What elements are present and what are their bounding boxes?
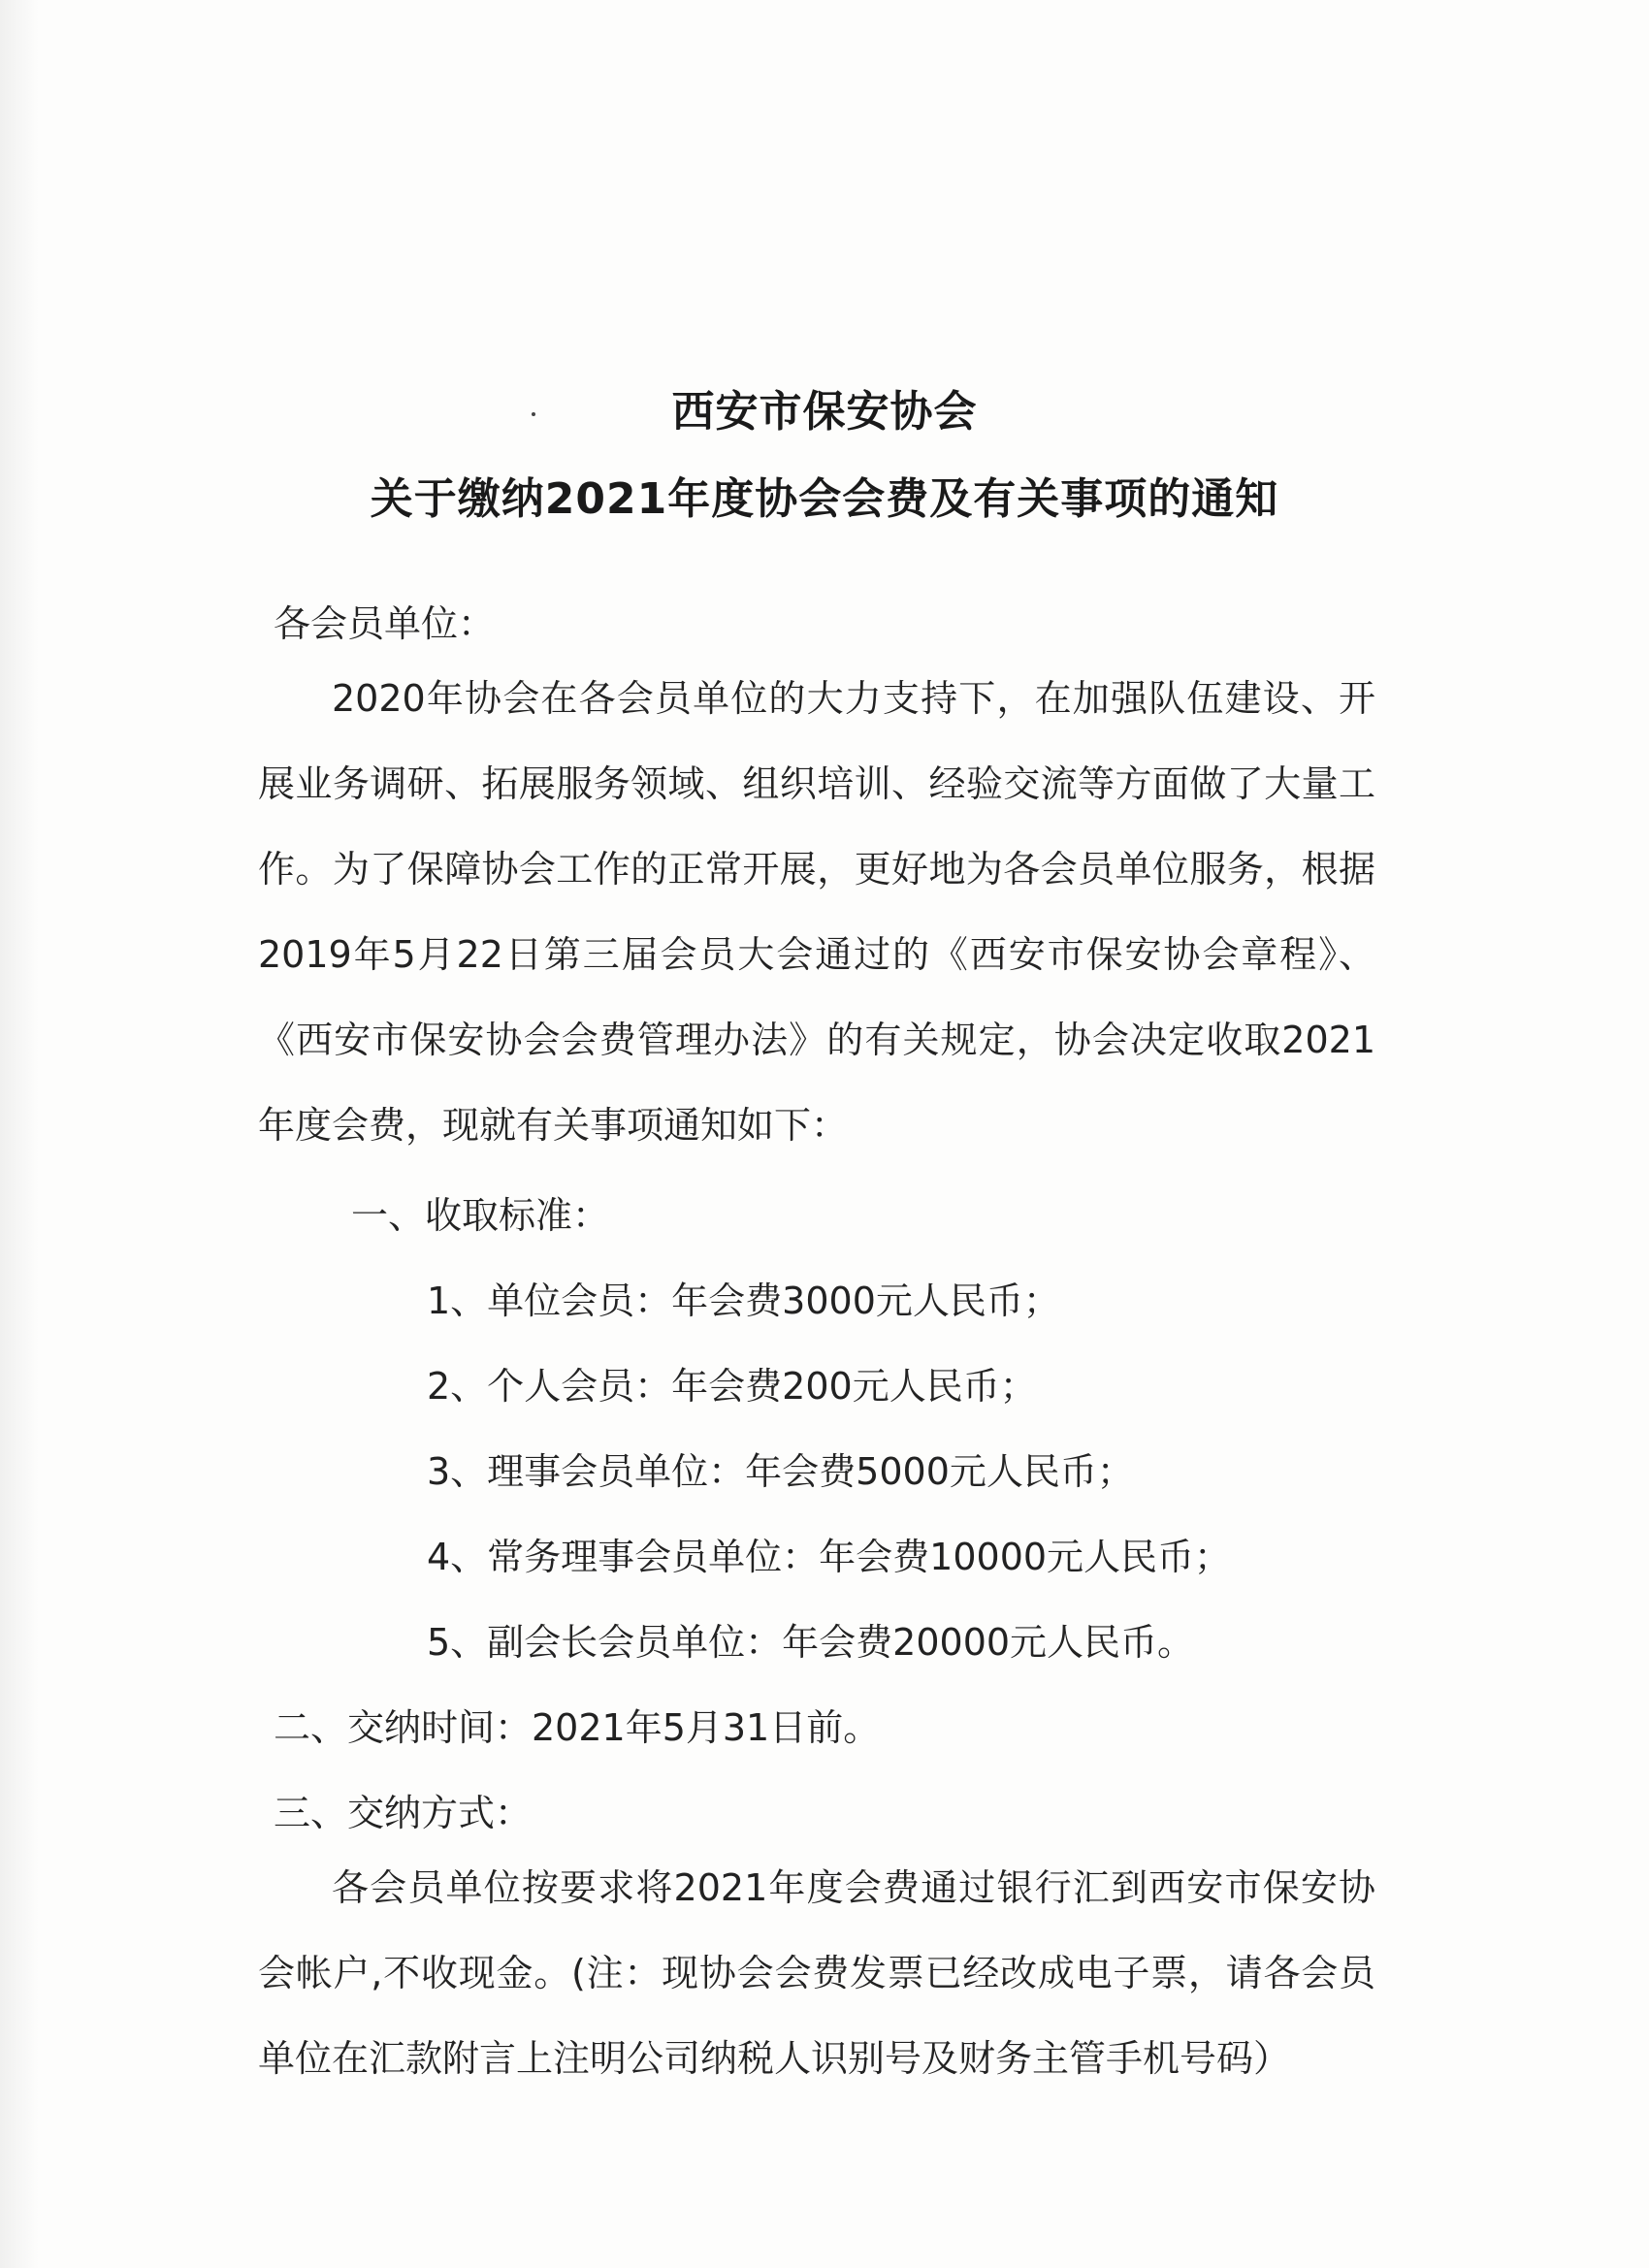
salutation: 各会员单位：: [274, 602, 496, 645]
fee-item-3: 3、理事会员单位：年会费5000元人民币；: [427, 1450, 1134, 1493]
section3-paragraph: [258, 1845, 1375, 2101]
title-notice: 关于缴纳2021年度协会会费及有关事项的通知: [370, 474, 1279, 524]
section3-text: 各会员单位按要求将2021年度会费通过银行汇到西安市保安协会帐户,不收现金。(注：现协会会费发票已经改成电子票，请各会员单位在汇款附言上注明公司纳税人识别号及财务主管手机号码）: [258, 1866, 1375, 2080]
fee-item-5: 5、副会长会员单位：年会费20000元人民币。: [427, 1621, 1195, 1664]
intro-text: 2020年协会在各会员单位的大力支持下，在加强队伍建设、开展业务调研、拓展服务领域、组织培训、经验交流等方面做了大量工作。为了保障协会工作的正常开展，更好地为各会员单位服务，根据2019年5月22日第三届会员大会通过的《西安市保安协会章程》、《西安市保安协会会费管理办法》的有关规定，协会决定收取2021年度会费，现就有关事项通知如下：: [258, 677, 1375, 1147]
fee-item-1: 1、单位会员：年会费3000元人民币；: [427, 1280, 1060, 1322]
section3-heading: 三、交纳方式：: [274, 1792, 533, 1834]
title-organization: 西安市保安协会: [671, 387, 978, 437]
intro-paragraph: [258, 656, 1375, 1168]
section1-heading: 一、收取标准：: [351, 1194, 610, 1237]
scan-shadow-edge: [0, 0, 39, 2268]
section2-heading: 二、交纳时间：2021年5月31日前。: [274, 1706, 881, 1749]
fee-item-4: 4、常务理事会员单位：年会费10000元人民币；: [427, 1536, 1232, 1578]
fee-item-2: 2、个人会员：年会费200元人民币；: [427, 1365, 1037, 1408]
